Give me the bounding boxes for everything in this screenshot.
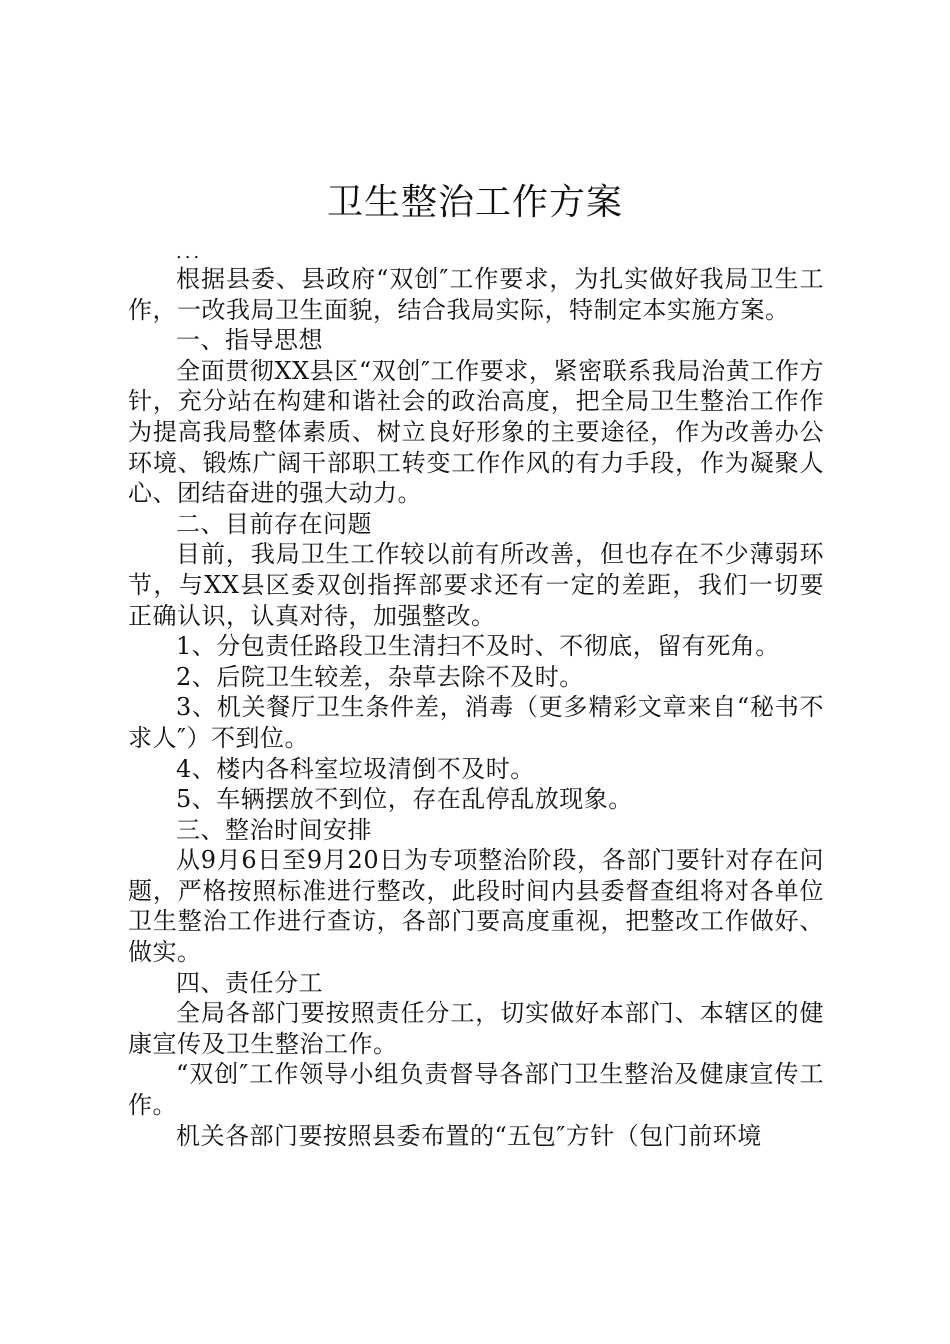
problem-item-5: 5、车辆摆放不到位，存在乱停乱放现象。 (176, 785, 633, 814)
ellipsis-marker: ... (176, 242, 203, 263)
section-heading-responsibility: 四、责任分工 (176, 968, 323, 997)
document-title: 卫生整治工作方案 (326, 182, 623, 223)
section-heading-guiding-thought: 一、指导思想 (176, 326, 323, 355)
schedule-paragraph: 从9月6日至9月20日为专项整治阶段，各部门要针对存在问题，严格按照标准进行整改，此段时间内县委督查组将对各单位卫生整治工作进行查访，各部门要高度重视，把整改工作做好、做实。 (128, 846, 824, 967)
section-heading-schedule: 三、整治时间安排 (176, 815, 372, 844)
responsibility-paragraph-2: “双创″工作领导小组负责督导各部门卫生整治及健康宣传工作。 (128, 1060, 824, 1120)
problem-item-3: 3、机关餐厅卫生条件差，消毒（更多精彩文章来自“秘书不求人″）不到位。 (128, 693, 824, 752)
guiding-thought-paragraph: 全面贯彻XX县区“双创″工作要求，紧密联系我局治黄工作方针，充分站在构建和谐社会的政治高度，把全局卫生整治工作作为提高我局整体素质、树立良好形象的主要途径，作为改善办公环境、锻炼广阔干部职工转变工作作风的有力手段，作为凝聚人心、团结奋进的强大动力。 (128, 356, 824, 508)
document-body (128, 242, 824, 1151)
responsibility-paragraph-3: 机关各部门要按照县委布置的“五包″方针（包门前环境 (176, 1121, 762, 1150)
problem-item-4: 4、楼内各科室垃圾清倒不及时。 (176, 754, 535, 783)
section-heading-current-problems: 二、目前存在问题 (176, 509, 372, 538)
responsibility-paragraph-1: 全局各部门要按照责任分工，切实做好本部门、本辖区的健康宣传及卫生整治工作。 (128, 999, 824, 1058)
intro-paragraph: 根据县委、县政府“双创″工作要求，为扎实做好我局卫生工作，一改我局卫生面貌，结合我局实际，特制定本实施方案。 (128, 265, 824, 324)
current-problems-paragraph: 目前，我局卫生工作较以前有所改善，但也存在不少薄弱环节，与XX县区委双创指挥部要求还有一定的差距，我们一切要正确认识，认真对待，加强整改。 (128, 540, 824, 630)
problem-item-2: 2、后院卫生较差，杂草去除不及时。 (176, 662, 584, 691)
problem-item-1: 1、分包责任路段卫生清扫不及时、不彻底，留有死角。 (176, 632, 780, 661)
